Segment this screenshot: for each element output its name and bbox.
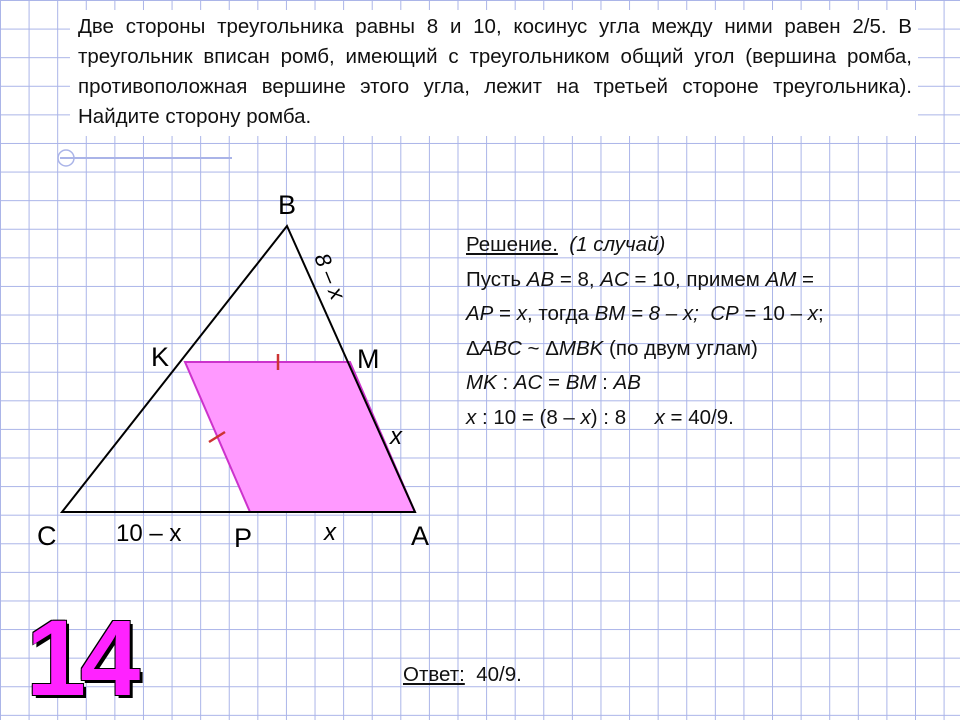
- solution-heading: [466, 228, 946, 263]
- segment-label-cp: 10 – x: [116, 520, 182, 547]
- vertex-label-k: K: [151, 342, 170, 372]
- segment-label-bm: 8 – x: [309, 249, 351, 304]
- solution-line-5: x : 10 = (8 – x) : 8 x = 40/9.: [466, 405, 734, 429]
- vertex-label-c: C: [37, 521, 57, 551]
- solution-heading-label: Решение.: [466, 233, 558, 256]
- answer-label: Ответ:: [403, 663, 465, 686]
- vertex-label-p: P: [234, 523, 253, 553]
- answer: [403, 663, 522, 687]
- solution-line-2: AP = x, тогда BM = 8 – x; CP = 10 – x;: [466, 302, 824, 325]
- vertex-label-a: A: [411, 521, 430, 551]
- solution-line-1: Пусть AB = 8, AC = 10, примем AM =: [466, 267, 814, 291]
- solution-line-3: ΔABC ~ ΔMBK (по двум углам): [466, 336, 758, 360]
- solution-block: [466, 228, 946, 435]
- slide-number: 14: [26, 597, 135, 718]
- segment-label-ma: x: [390, 423, 402, 450]
- vertex-label-m: M: [357, 344, 380, 374]
- problem-statement: Две стороны треугольника равны 8 и 10, косинус угла между ними равен 2/5. В треугольник вписан ромб, имеющий с треугольником общий угол (вершина ромба, противоположная вершине этого угла, лежит на третьей стороне треугольника). Найдите сторону ромба.: [70, 10, 918, 136]
- segment-label-pa: x: [324, 519, 336, 546]
- solution-case-label: (1 случай): [569, 233, 666, 256]
- answer-value: 40/9.: [476, 663, 522, 686]
- solution-line-4: MK : AC = BM : AB: [466, 371, 641, 394]
- vertex-label-b: B: [278, 190, 297, 220]
